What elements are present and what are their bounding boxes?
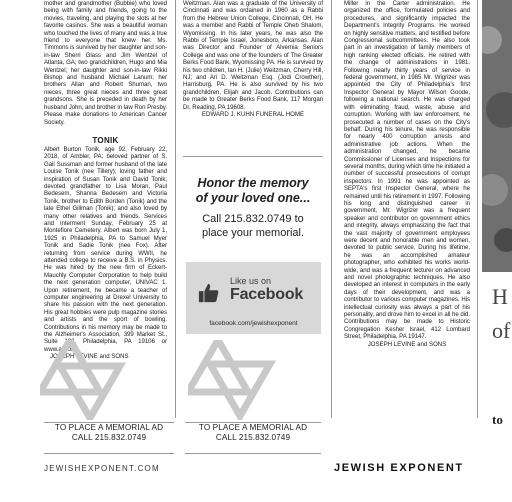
- obituary-continuation: Weitzman. Alan was a graduate of the University of Cincinnati and was ordained in 1960 as a Rabbi from the Hebrew Union College, Cincinnati, OH. He was a member and Rabbi of Temple Oheb Shalom, Wyomissing. In his later years, he was also the Rabbi of Temple Israel, Jonesboro, Arkansas. Alan was Director and Founder of Alvernia Seniors College and was one of the founders of The Greater Berks Food Bank, Wyomissing PA. He is survived by his two children, Ian H. (Julie) Weitzman, Cherry Hill, NJ; and Ari D. Weitzman Esq. (Jodi Crowther), Harrisburg, PA. He is also survived by his two grandchildren, Elijah and Jacob. Contributions can be made to Greater Berks Food Bank, 117 Morgan Dr, Reading, PA 19608.: [183, 0, 323, 111]
- edge-ad-text: to: [492, 412, 503, 427]
- obituary-heading-tonik: TONIK: [92, 135, 119, 145]
- column-divider: [175, 0, 176, 418]
- edge-ad-photo-image: [482, 0, 512, 272]
- column-divider: [477, 0, 478, 418]
- promo-headline-line-2: of your loved one...: [195, 191, 311, 205]
- funeral-home-credit: EDWARD J. KUHN FUNERAL HOME: [201, 111, 305, 119]
- column-divider: [331, 0, 332, 418]
- star-of-david-decoration: [40, 340, 140, 420]
- column-3: [344, 0, 470, 418]
- edge-ad-text: H: [492, 284, 508, 309]
- edge-ad-photo: [482, 0, 512, 272]
- funeral-home-credit: JOSEPH LEVINE and SONS: [50, 353, 129, 361]
- memorial-ad-footer-line-2: CALL 215.832.0749: [215, 433, 291, 442]
- funeral-home-credit: JOSEPH LEVINE and SONS: [367, 340, 447, 348]
- promo-headline: [183, 176, 323, 206]
- thumbs-up-icon: [198, 282, 220, 304]
- facebook-promo: [186, 262, 321, 334]
- section-divider: [183, 156, 323, 157]
- site-url: JEWISHEXPONENT.COM: [44, 464, 160, 473]
- star-of-david-decoration: [188, 340, 298, 420]
- promo-headline-line-1: Honor the memory: [197, 176, 309, 190]
- memorial-ad-footer-line-2: CALL 215.832.0749: [71, 433, 147, 442]
- promo-call-line-1: Call 215.832.0749 to: [202, 213, 304, 225]
- facebook-like-text: Like us on: [230, 276, 272, 286]
- obituary-continuation: Miller in the Carter administration. He organized the office, formulated policies and procedures, and significantly impacted the Department's Integrity Programs. He worked on highly sensitive matters, and testified before Congressional subcommittees. He also took part in an investigation of family members of high ranking elected officials. He retired with the change of administrations in 1981. Following nearly thirty years of service in federal government, in 1985 Mr. Wigrizer was appointed the City of Philadelphia's first Inspector General by Mayor Wilson Goode, following a national search. He was charged with eliminating fraud, waste, abuse and corruption. Working with law enforcement, he prosecuted a number of cases on the City's behalf. During his tenure, he was responsible for nearly 400 corruption arrests and administrative job actions. When the administration changed, he became Commissioner of Licenses and Inspections for several months, during which time he initiated a number of successful prosecutions of corrupt inspectors. In 1991 he was appointed as SEPTA's first Inspector General, where he remained until his retirement in 1997. Following his long and distinguished career in government, Mr. Wigrizer was a frequent speaker and contributor on government ethics and integrity, always emphasizing the fact that the vast majority of government employees were decent and honorable men and women, devoted to public service. During his lifetime, he was an accomplished amateur photographer, who exhibited his works world-wide, and was a frequent lecturer on advanced and novel photographic techniques. He also developed an interest in computers in the early days of their development, and was a contributor to various computer magazines. His intellectual curiosity was always a part of his personality, and drove him to excel in all he did. Contributions may be made to Historic Congregation Kesher Israel, 412 Lombard Street, Philadelphia, PA 19147.: [344, 0, 470, 341]
- newspaper-name: JEWISH EXPONENT: [334, 462, 464, 474]
- obituary-continuation: mother and grandmother (Bubbie) who loved being with family and friends, going to the movies, traveling, and playing the slots at her favorite casinos. She was a beautiful woman who touched the lives of many and was a true friend to everyone that knew her. Ms. Timmons is survived by her daughter and son-in-law Sherri Glass and Jim Wentzel of Atlanta, GA; two grandchildren, Hugo and Mia Wentzel; her daughter and son-in-law Rikki Bishop and husband Michael Lanum; her brothers Allan and Robert Shuman, two nieces, three great nieces and three great grandsons. She is preceded in death by her husband John, and brother in law Ron Presby. Please make donations to American Cancer Society.: [44, 0, 167, 126]
- memorial-ad-footer: [185, 422, 321, 454]
- memorial-ad-footer: [44, 422, 174, 454]
- memorial-ad-footer-line-1: TO PLACE A MEMORIAL AD: [198, 423, 308, 432]
- facebook-wordmark: Facebook: [230, 286, 304, 303]
- memorial-ad-footer-line-1: TO PLACE A MEMORIAL AD: [54, 423, 164, 432]
- edge-ad-text: of: [492, 318, 511, 343]
- promo-call-line-2: place your memorial.: [201, 227, 305, 239]
- obituary-body-tonik: Albert Burton Tonik, age 92, February 22, 2018, of Ambler, PA; beloved partner of S. Gail Sussman and former husband of the late Louise Tonik (nee Tillery); loving father and inspiration of Susan Tonik and David Tonik; devoted grandfather to Lisa Moran, Paul Bedesem, Shanna Bedesem and Victoria Tonik, brother to Edith Borden (Tonik) and the late Ethel Gillman (Tonik); and also loved by many other relatives and friends. Services and interment Sunday, February 25 at Montefiore Cemetery. Albert was born July 1, 1925 in Philadelphia, PA to Samuel Myer Tonik and Sadie Tonik (nee Fox). After returning from service during WWII, he attended college to receive a B.S. in Physics. He was hired by the new firm of Eckert-Mauchly Computer Corporation to help build the next generation computer, UNIVAC 1. Upon retirement, he became a teacher of computer engineering at Drexel University to share his passion with the next generation. His great hobbies were pulp magazine stories and artists and the sport of bowling. Contributions in his memory may be made to the Alzheimer's Association, 399 Market St., Suite 102, Philadelphia, PA 19106 or www.alz.org: [44, 145, 167, 353]
- facebook-url[interactable]: facebook.com/jewishexponent: [209, 320, 298, 327]
- column-2: [183, 0, 323, 160]
- facebook-like-row: [194, 274, 318, 314]
- promo-call-text: [183, 212, 323, 240]
- memorial-ad-promo: [183, 164, 323, 254]
